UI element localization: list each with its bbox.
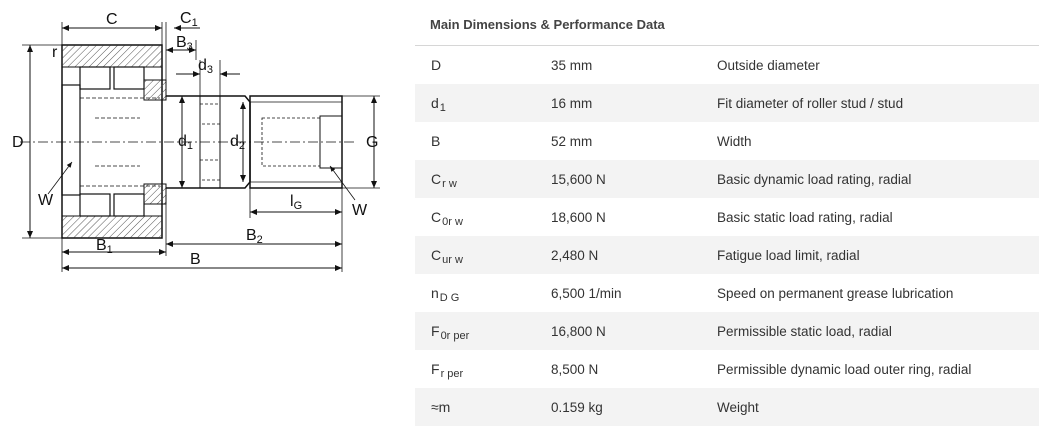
table-row — [415, 122, 1039, 160]
table-row — [415, 274, 1039, 312]
label-B2: B2 — [246, 227, 263, 246]
row-description: Fit diameter of roller stud / stud — [717, 84, 1039, 122]
table-row — [415, 236, 1039, 274]
symbol-main: F — [431, 323, 440, 339]
row-value: 0.159 kg — [551, 388, 717, 426]
symbol-main: ≈m — [431, 399, 451, 415]
flange-bottom — [144, 184, 166, 204]
table-row — [415, 198, 1039, 236]
flange-top — [144, 80, 166, 100]
row-value: 2,480 N — [551, 236, 717, 274]
row-symbol — [415, 160, 551, 198]
row-value: 35 mm — [551, 57, 593, 73]
roller-bottom-left — [80, 194, 110, 216]
symbol-main: C — [431, 247, 442, 263]
row-value: 15,600 N — [551, 160, 717, 198]
row-description: Fatigue load limit, radial — [717, 236, 1039, 274]
row-value: 18,600 N — [551, 209, 606, 225]
dimensions-table — [415, 46, 1039, 426]
label-W-right: W — [352, 202, 368, 219]
symbol-subscript: 1 — [439, 102, 446, 114]
row-description: Permissible static load, radial — [717, 312, 1039, 350]
dimensions-panel — [415, 0, 1039, 426]
label-r: r — [52, 44, 58, 61]
side-plate-left — [62, 85, 80, 195]
row-value: 8,500 N — [551, 361, 599, 377]
row-symbol — [415, 46, 551, 84]
row-symbol — [415, 350, 551, 388]
symbol-subscript: r per — [440, 368, 464, 380]
label-d3: d3 — [198, 57, 214, 76]
table-row — [415, 46, 1039, 84]
symbol-main: C — [431, 209, 442, 225]
symbol-main: d — [431, 95, 439, 111]
label-G: G — [366, 134, 379, 151]
symbol-main: C — [431, 171, 442, 187]
bearing-technical-drawing — [0, 0, 400, 430]
table-row — [415, 84, 1039, 122]
label-d1: d1 — [178, 133, 194, 152]
symbol-main: F — [431, 361, 440, 377]
row-symbol — [415, 236, 551, 274]
row-symbol — [415, 84, 551, 122]
label-B1: B1 — [96, 237, 113, 256]
panel-title: Main Dimensions & Performance Data — [415, 0, 1039, 46]
outer-ring-bottom-section — [62, 216, 162, 238]
table-row — [415, 312, 1039, 350]
row-description: Weight — [717, 388, 1039, 426]
row-description: Basic static load rating, radial — [717, 209, 893, 225]
label-lG: lG — [290, 193, 303, 212]
row-symbol — [415, 312, 551, 350]
symbol-main: D — [431, 57, 442, 73]
symbol-subscript: r w — [442, 178, 457, 190]
row-description: Outside diameter — [717, 57, 820, 73]
table-row — [415, 160, 1039, 198]
label-d2: d2 — [230, 133, 246, 152]
row-symbol — [415, 388, 551, 426]
symbol-subscript: ur w — [442, 254, 463, 266]
row-value: 16 mm — [551, 84, 717, 122]
symbol-subscript: 0r w — [442, 216, 463, 228]
outer-ring-top-section — [62, 45, 162, 67]
row-description: Permissible dynamic load outer ring, radial — [717, 361, 972, 377]
row-symbol — [415, 274, 551, 312]
row-description: Basic dynamic load rating, radial — [717, 160, 1039, 198]
symbol-main: B — [431, 133, 441, 149]
label-W-left: W — [38, 192, 54, 209]
row-value: 6,500 1/min — [551, 285, 622, 301]
symbol-subscript: 0r per — [440, 330, 470, 342]
roller-bottom-right — [114, 194, 144, 216]
cam-follower-cross-section — [0, 0, 400, 430]
row-symbol — [415, 122, 551, 160]
table-row — [415, 350, 1039, 388]
label-C1: C1 — [180, 10, 198, 29]
roller-top-right — [114, 67, 144, 89]
label-C: C — [106, 11, 118, 28]
label-B: B — [190, 251, 201, 268]
roller-top-left — [80, 67, 110, 89]
symbol-main: n — [431, 285, 439, 301]
row-value: 52 mm — [551, 133, 593, 149]
label-B3: B3 — [176, 34, 193, 53]
table-row — [415, 388, 1039, 426]
row-value: 16,800 N — [551, 312, 717, 350]
outer-ring-outline — [62, 45, 162, 238]
row-description: Width — [717, 133, 752, 149]
row-symbol — [415, 198, 551, 236]
symbol-subscript: D G — [439, 292, 460, 304]
label-D: D — [12, 134, 24, 151]
row-description: Speed on permanent grease lubrication — [717, 285, 954, 301]
